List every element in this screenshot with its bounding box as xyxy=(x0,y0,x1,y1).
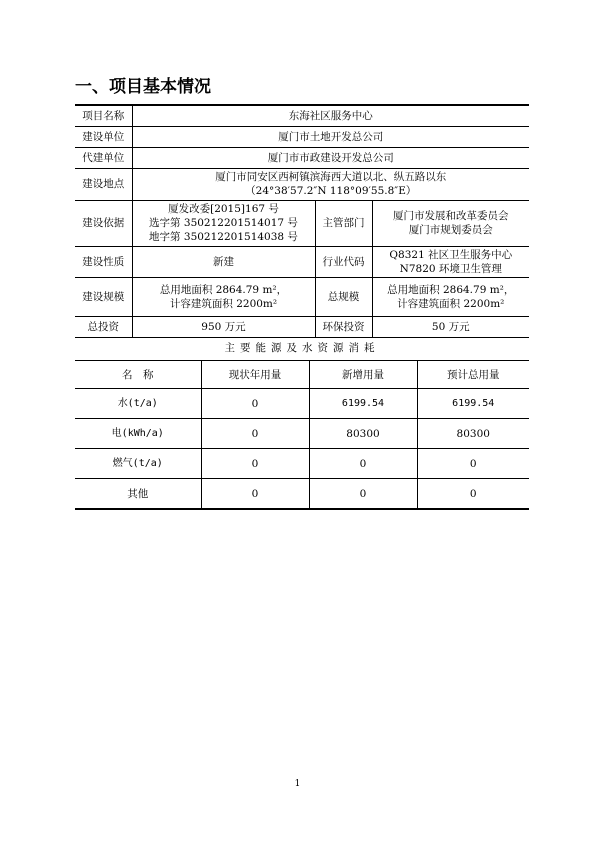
project-info-table xyxy=(75,104,529,338)
label-total-investment: 总投资 xyxy=(75,316,132,337)
label-scale: 建设规模 xyxy=(75,277,132,316)
header-current: 现状年用量 xyxy=(201,361,309,389)
scale-line-2: 计容建筑面积 2200m² xyxy=(169,297,278,310)
row-new: 0 xyxy=(309,449,417,479)
label-nature: 建设性质 xyxy=(75,246,132,277)
value-basis xyxy=(132,200,315,246)
table-row xyxy=(75,449,529,479)
row-name: 燃气(t/a) xyxy=(75,449,201,479)
industry-code-line-1: Q8321 社区卫生服务中心 xyxy=(389,248,513,261)
label-env-investment: 环保投资 xyxy=(315,316,372,337)
row-scale xyxy=(75,277,529,316)
row-basis xyxy=(75,200,529,246)
location-line-1: 厦门市同安区西柯镇滨海西大道以北、纵五路以东 xyxy=(215,171,447,183)
value-builder: 厦门市土地开发总公司 xyxy=(132,126,529,147)
row-agent-builder xyxy=(75,147,529,168)
row-total: 6199.54 xyxy=(417,389,529,419)
row-project-name xyxy=(75,105,529,126)
row-investment xyxy=(75,316,529,337)
section-title: 一、项目基本情况 xyxy=(75,77,211,97)
label-total-scale: 总规模 xyxy=(315,277,372,316)
row-current: 0 xyxy=(201,419,309,449)
basis-line-3: 地字第 350212201514038 号 xyxy=(149,231,298,243)
row-nature xyxy=(75,246,529,277)
row-total: 80300 xyxy=(417,419,529,449)
basis-line-1: 厦发改委[2015]167 号 xyxy=(168,203,279,215)
row-location xyxy=(75,168,529,200)
value-scale xyxy=(132,277,315,316)
table-row xyxy=(75,419,529,449)
page-number: 1 xyxy=(294,779,301,789)
row-builder xyxy=(75,126,529,147)
value-project-name: 东海社区服务中心 xyxy=(132,105,529,126)
label-industry-code: 行业代码 xyxy=(315,246,372,277)
row-total: 0 xyxy=(417,479,529,510)
label-authority: 主管部门 xyxy=(315,200,372,246)
label-project-name: 项目名称 xyxy=(75,105,132,126)
table-row xyxy=(75,479,529,510)
row-total: 0 xyxy=(417,449,529,479)
header-total: 预计总用量 xyxy=(417,361,529,389)
header-new: 新增用量 xyxy=(309,361,417,389)
value-nature: 新建 xyxy=(132,246,315,277)
label-agent-builder: 代建单位 xyxy=(75,147,132,168)
row-new: 0 xyxy=(309,479,417,510)
basis-line-2: 选字第 350212201514017 号 xyxy=(149,217,298,229)
label-basis: 建设依据 xyxy=(75,200,132,246)
scale-line-1: 总用地面积 2864.79 m²， xyxy=(159,283,288,296)
authority-line-1: 厦门市发展和改革委员会 xyxy=(393,210,509,222)
row-current: 0 xyxy=(201,449,309,479)
row-name: 电(kWh/a) xyxy=(75,419,201,449)
table-row xyxy=(75,389,529,419)
label-location: 建设地点 xyxy=(75,168,132,200)
row-name: 其他 xyxy=(75,479,201,510)
value-industry-code xyxy=(372,246,529,277)
value-agent-builder: 厦门市市政建设开发总公司 xyxy=(132,147,529,168)
row-new: 6199.54 xyxy=(309,389,417,419)
row-name: 水(t/a) xyxy=(75,389,201,419)
industry-code-line-2: N7820 环境卫生管理 xyxy=(399,262,502,275)
value-env-investment: 50 万元 xyxy=(372,316,529,337)
total-scale-line-1: 总用地面积 2864.79 m²， xyxy=(387,283,515,296)
location-line-2: （24°38′57.2″N 118°09′55.8″E） xyxy=(245,185,417,197)
energy-consumption-table xyxy=(75,360,529,510)
value-total-scale xyxy=(372,277,529,316)
row-current: 0 xyxy=(201,389,309,419)
energy-table-title: 主要能源及水资源消耗 xyxy=(224,342,380,354)
total-scale-line-2: 计容建筑面积 2200m² xyxy=(397,297,505,310)
value-authority xyxy=(372,200,529,246)
label-builder: 建设单位 xyxy=(75,126,132,147)
header-name: 名 称 xyxy=(75,361,201,389)
value-location xyxy=(132,168,529,200)
row-current: 0 xyxy=(201,479,309,510)
value-total-investment: 950 万元 xyxy=(132,316,315,337)
row-new: 80300 xyxy=(309,419,417,449)
authority-line-2: 厦门市规划委员会 xyxy=(408,224,493,236)
energy-header-row xyxy=(75,361,529,389)
